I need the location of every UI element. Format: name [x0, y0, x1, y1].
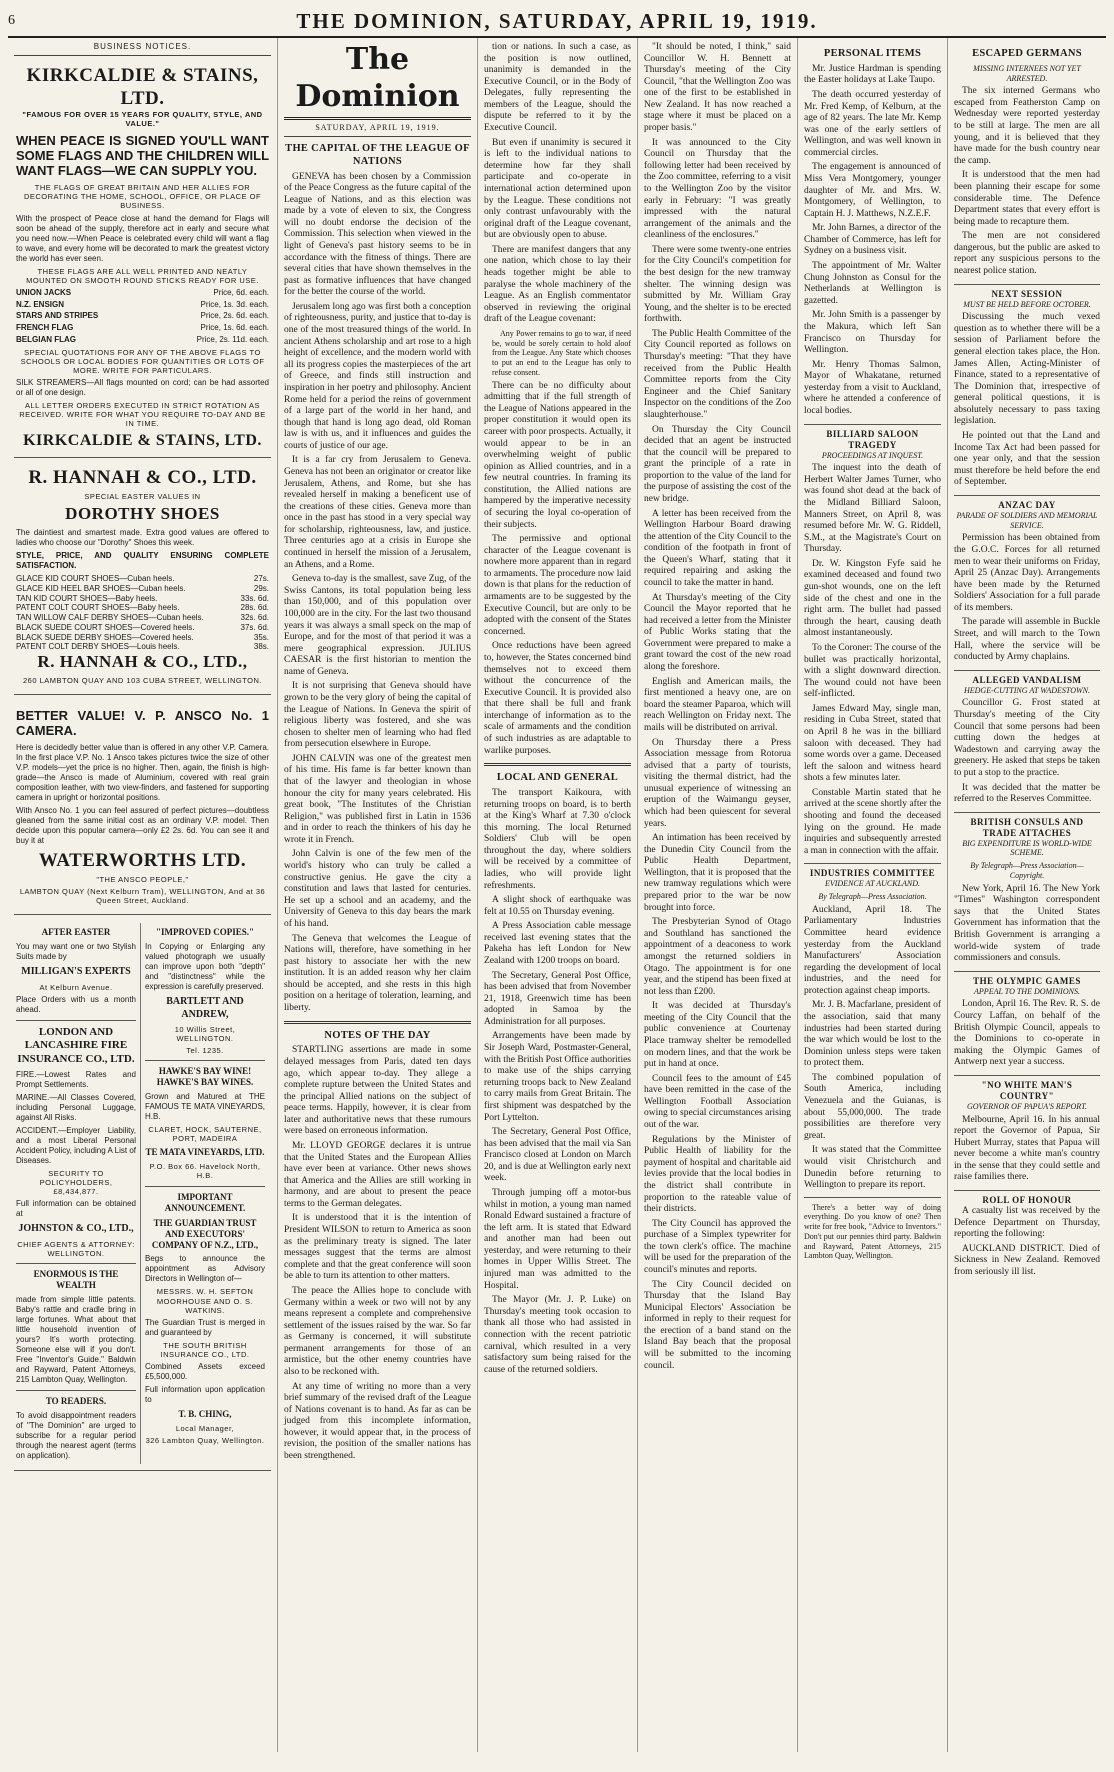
ad-intro: With the prospect of Peace close at hand the demand for Flags will soon be ahead of the supply, therefore act in early and secure what you need now.—When Peace is celebrated every child will want a flag to wave, and every home will be decorated to mark the greatest victory the world has ever seen. [16, 213, 269, 263]
kirkcaldie-ad [14, 60, 271, 458]
ad-addr: At Kelburn Avenue. [39, 982, 113, 992]
shoe-price: 28s. 6d. [240, 603, 269, 613]
flag-row [16, 311, 269, 321]
article-paragraph: Jerusalem long ago was first both a conception of righteousness, purity, and justice that to-day is one of the most treasured things of the world. In ancient Athens scholarship and art rose to a high height of excellence, and the modern world with all its progress copies the masterpieces of the art of Greece, and finds still instruction and inspiration in her poetry and philosophy. Ancient Rome held for a period the reins of government of a large part of the world in her hand, and though that hand is long ago dead, old Roman law is with us, and it influences and guides the courts of justice of our age. [284, 301, 471, 451]
shoe-price: 32s. 6d. [240, 613, 269, 623]
flag-row [16, 335, 269, 345]
insurance-agent: JOHNSTON & CO., LTD., [18, 1223, 134, 1235]
article-paragraph: John Calvin is one of the few men of the world's history who can truly be called a constructive genius. He gave the city a constitution and laws that lasted for centuries. He set up a school and an academy, and the University of Geneva to this day bears the mark of his hand. [284, 849, 471, 929]
article-paragraph: STARTLING assertions are made in some delayed messages from Paris, dated ten days ago, which appear to-day. They allege a complete rupture between the United States and the principal Allied nations on the subject of peace terms. Happily, however, it is clear from later and authoritative news that these rumours were based on erroneous information. [284, 1045, 471, 1137]
article-paragraph: JOHN CALVIN was one of the greatest men of his time. His fame is far better known than that of the lawyer and theologian in whose honour the city for many years celebrated. His great book, "The Institutes of the Christian Religion," was published first in Latin in 1536 and in order to reach the thinkers of his day he wrote it in French. [284, 753, 471, 845]
wines-addr: P.O. Box 66. Havelock North, H.B. [149, 1162, 261, 1181]
article-paragraph: The peace the Allies hope to conclude with Germany within a week or two will not by any means represent a complete and comprehensive settlement of the issues raised by the war. So far as Germany is concerned, it will substitute permanent arrangements for those of an armistice, but the other enemy countries have also to be reckoned with. [284, 1285, 471, 1377]
article-paragraph: The six interned Germans who escaped from Featherston Camp on Wednesday were reported yesterday to be still at large. The men are all young, and it is believed that they have made for the bush country near the camp. [954, 86, 1100, 166]
article-paragraph: Geneva to-day is the smallest, save Zug, of the Swiss Cantons, its total population being less than 150,000, and of this population over 100,000 are in the city. For the last two thousand years it was always a small speck on the map of Europe, and for the most of that period it was a mere geographical expression. JULIUS CAESAR is the first historian to mention the name of Geneva. [284, 574, 471, 677]
industries-headline: INDUSTRIES COMMITTEE [804, 863, 941, 879]
article-paragraph: There are manifest dangers that any one nation, which chose to lay their heads together might be able to paralyse the whole machinery of the League. As an English commentator observed in reviewing the original draft of the League covenant: [484, 244, 631, 325]
shoe-item [16, 623, 269, 633]
announce-manager: T. B. CHING, [178, 1409, 232, 1420]
article-paragraph: Regulations by the Minister of Public Health of liability for the payment of hospital and charitable aid levies provide that the local bodies in the district shall contribute in proportion to the rateable value of their districts. [644, 1134, 791, 1215]
copies-body: In Copying or Enlarging any valued photograph we usually can improve upon both "depth" and "distinctness" while the expression is carefully preserved. [145, 942, 265, 992]
billiard-headline: BILLIARD SALOON TRAGEDY [804, 424, 941, 451]
announce-body: Begs to announce the appointment as Advisory Directors in Wellington of— [145, 1254, 265, 1284]
article-paragraph: The City Council has approved the purchase of a Simplex typewriter for the town clerk's office. The machine will be used for the preparation of the council's minutes and reports. [644, 1218, 791, 1275]
insurance-title: LONDON AND LANCASHIRE FIRE INSURANCE CO., LTD. [17, 1025, 135, 1065]
insurance-info: Full information can be obtained at [16, 1199, 136, 1219]
ad-headline: BETTER VALUE! V. P. ANSCO No. 1 CAMERA. [16, 707, 269, 738]
wines-head: HAWKE'S BAY WINE! HAWKE'S BAY WINES. [156, 1066, 254, 1088]
ad-sub: SPECIAL EASTER VALUES IN [84, 492, 201, 502]
ad-title: KIRKCALDIE & STAINS, LTD. [26, 64, 259, 109]
copies-addr: 10 Willis Street, WELLINGTON. [174, 1024, 236, 1043]
flag-price: Price, 2s. 6d. each. [200, 311, 269, 321]
copies-tel: Tel. 1235. [186, 1046, 224, 1056]
article-paragraph: It is a far cry from Jerusalem to Geneva. Geneva has not been an originator or creator like Jerusalem, Athens, and Rome, but she has revealed herself in making a beneficent use of the creations of these cities. Geneva more than once in the past has stood in a very special way for scholarship, righteousness, law, and justice. Three centuries ago at a crisis in Europe she continued in herself the mission of a Jerusalem, an Athens, and a Rome. [284, 455, 471, 570]
shoe-item [16, 584, 269, 594]
announce-note: The Guardian Trust is merged in and guaranteed by [145, 1317, 265, 1337]
closing-notice: There's a better way of doing everything. Do you know of one? Then write for free book, "Advice to Inventors." Don't put our pennies third party. Baldwin and Rayward, Patent Attorneys, 215 Lambton Quay, Wellington. [804, 1202, 941, 1261]
column-local-cont [638, 38, 798, 1752]
article-paragraph: Dr. W. Kingston Fyfe said he examined deceased and found two gun-shot wounds, one on the left side of the chest and one in the right arm. The bullet had passed through the heart, causing death almost instantaneously. [804, 558, 941, 639]
ad-subhead: THE FLAGS OF GREAT BRITAIN AND HER ALLIES FOR DECORATING THE HOME, SCHOOL, OFFICE, OR PLACE OF BUSINESS. [23, 183, 262, 211]
article-paragraph: The Secretary, General Post Office, has been advised that the mail via San Francisco closed at London on March 20, and is due at Wellington early next week. [484, 1127, 631, 1184]
honour-headline: ROLL OF HONOUR [954, 1190, 1100, 1206]
ad-closing: ALL LETTER ORDERS EXECUTED IN STRICT ROTATION AS RECEIVED. WRITE FOR WHAT YOU REQUIRE TO-DAY AND BE IN TIME. [19, 401, 266, 429]
editorial-nameplate: The Dominion [284, 42, 471, 120]
newspaper-title: THE DOMINION, SATURDAY, APRIL 19, 1919. [296, 8, 818, 33]
article-paragraph: He pointed out that the Land and Income Tax Act had been passed for one year only, and that the session must therefore be held before the end of September. [954, 431, 1100, 488]
article-paragraph: The permissive and optional character of the League covenant is nowhere more apparent than in regard to armaments. The procedure now laid down is that plans for the reduction of armaments are to be suggested by the Executive Council, but are only to be adopted with the consent of the States concerned. [484, 534, 631, 637]
notes-headline: NOTES OF THE DAY [324, 1029, 431, 1041]
ad-body: Here is decidedly better value than is offered in any other V.P. Camera. In the first place V.P. No. 1 Ansco takes pictures twice the size of other V.P. models—yet the price is no higher. Then, again, the finish is high-grade—the Ansco is made of Aluminium, covered with real grain composition leather, with two view-finders, and fastened for supporting camera in upright or horizontal positions. [16, 742, 269, 802]
shoe-price: 38s. [253, 642, 269, 652]
article-paragraph: Discussing the much vexed question as to whether there will be a session of Parliament before the general election takes place, the Hon. James Allen, Acting-Minister of Finance, stated to a representative of The Dominion that, irrespective of general political questions, it is absolutely necessary to pass taxing legislation. [954, 312, 1100, 427]
announce-company: THE SOUTH BRITISH INSURANCE CO., LTD. [160, 1340, 250, 1360]
ad-address: LAMBTON QUAY (Next Kelburn Tram), WELLINGTON, And at 36 Queen Street, Auckland. [19, 887, 266, 906]
article-paragraph: The combined population of South America, including Venezuela and the Guianas, is about 55,000,000. The trade possibilities are therefore very great. [804, 1072, 941, 1141]
copies-name: BARTLETT AND ANDREW, [166, 996, 244, 1020]
insurance-security: SECURITY TO POLICYHOLDERS, £8,434,877. [39, 1168, 113, 1197]
white-headline: "NO WHITE MAN'S COUNTRY" [954, 1075, 1100, 1102]
ad-tagline: "FAMOUS FOR OVER 15 YEARS FOR QUALITY, STYLE, AND VALUE." [22, 110, 263, 129]
wines-name: TE MATA VINEYARDS, LTD. [145, 1147, 265, 1158]
ad-name: MILLIGAN'S EXPERTS [21, 966, 131, 978]
anzac-headline: ANZAC DAY [954, 495, 1100, 511]
ad-address: 260 LAMBTON QUAY AND 103 CUBA STREET, WELLINGTON. [22, 675, 262, 685]
announce-directors: MESSRS. W. H. SEFTON MOORHOUSE AND O. S. WATKINS. [156, 1287, 254, 1315]
ad-body: You may want one or two Stylish Suits made by [16, 942, 136, 962]
article-paragraph: London, April 16. The Rev. R. S. de Courcy Laffan, on behalf of the British Olympic Council, appeals to the Dominions to co-operate in making the Olympic Games of Antwerp next year a success. [954, 999, 1100, 1068]
readers-head: TO READERS. [45, 1395, 107, 1406]
article-paragraph: "It should be noted, I think," said Councillor W. H. Bennett at Thursday's meeting of the City Council, "that the Wellington Zoo was one of the first to be established in New Zealand. It has now reached a stage where it must be placed on a proper basis." [644, 42, 791, 134]
announce-role: Local Manager, [175, 1424, 235, 1434]
article-paragraph: New York, April 16. The New York "Times" Washington correspondent says that the United States Government has information that the British Government is arranging a world-wide system of trade commissioners and consuls. [954, 883, 1100, 964]
flag-row [16, 300, 269, 310]
wines-list: CLARET, HOCK, SAUTERNE, PORT, MADEIRA [148, 1125, 262, 1144]
article-paragraph: The City Council decided on Thursday that the Island Bay Municipal Electors' Association be informed in reply to their request for the erection of a band stand on the Island Bay beach that the proposal will be submitted to the incoming council. [644, 1279, 791, 1371]
article-paragraph: Melbourne, April 16. In his annual report the Governor of Papua, Sir Hubert Murray, states that Papua will never become a white man's country in the sense that they could settle and raise families there. [954, 1114, 1100, 1183]
article-paragraph: It was announced to the City Council on Thursday that the following letter had been received by the Zoo committee, referring to a visit to the Wellington Zoo by the visitor early in February: "I was greatly impressed with the natural arrangement of the animals and the cleanliness of the enclosures." [644, 137, 791, 241]
session-headline: NEXT SESSION [954, 284, 1100, 300]
small-ads-left [16, 923, 141, 1463]
article-paragraph: Mr. John Barnes, a director of the Chamber of Commerce, has left for Sydney on a business visit. [804, 223, 941, 257]
ad-sub: "THE ANSCO PEOPLE," [96, 874, 189, 884]
local-headline: LOCAL AND GENERAL [496, 772, 619, 784]
article-paragraph: On Thursday the City Council decided that an agent be instructed that the council will be prepared to grant the principle of a rate in proportion to the value of the land for the purpose of assisting the cost of the new bridge. [644, 424, 791, 504]
shoe-item [16, 574, 269, 584]
article-paragraph: The Public Health Committee of the City Council reported as follows on Thursday's meeting: "That they have received from the Public Health Committee reports from the City Engineer and the Chief Sanitary Inspector on the conditions of the Zoo slaughterhouse." [644, 328, 791, 420]
insurance-fire: FIRE.—Lowest Rates and Prompt Settlements. [16, 1069, 136, 1089]
ad-title: WATERWORTHS LTD. [38, 849, 247, 871]
waterworths-ad [14, 699, 271, 915]
article-paragraph: To the Coroner: The course of the bullet was practically horizontal, with a slight downward direction. The wound could not have been self-inflicted. [804, 642, 941, 700]
insurance-accident: ACCIDENT.—Employer Liability, and a most Liberal Personal Accident Policy, including A List of Diseases. [16, 1125, 136, 1165]
article-paragraph: The inquest into the death of Herbert Walter James Turner, who was found shot dead at the back of the Midland Billiard Saloon, Manners Street, on April 8, was resumed before Mr. W. G. Riddell, S.M., at the Magistrate's Court on Thursday. [804, 463, 941, 555]
flag-row [16, 288, 269, 298]
flag-name: N.Z. ENSIGN [16, 299, 65, 309]
ad-special: SPECIAL QUOTATIONS FOR ANY OF THE ABOVE FLAGS TO SCHOOLS OR LOCAL BODIES FOR QUANTITIES OR LOTS OF MORE. WRITE FOR PARTICULARS. [20, 347, 265, 375]
consuls-headline: BRITISH CONSULS AND TRADE ATTACHES [954, 812, 1100, 839]
newspaper-page [8, 6, 1106, 1758]
escaped-headline: ESCAPED GERMANS [972, 48, 1082, 59]
article-paragraph: James Edward May, single man, residing in Cuba Street, stated that on April 8 he was in the billiard saloon with deceased. They had some words over a game. Deceased left the saloon and witness heard shots a few minutes later. [804, 703, 941, 784]
article-paragraph: At Thursday's meeting of the City Council the Mayor reported that he had received a letter from the Minister of Public Works stating that the Government were prepared to make a grant toward the cost of the new road along the foreshore. [644, 592, 791, 673]
hannah-ad [14, 462, 271, 695]
small-ads-right [145, 923, 269, 1463]
article-paragraph: The men are not considered dangerous, but the public are asked to report any suspicious persons to the nearest police station. [954, 231, 1100, 276]
shoe-name: GLACE KID HEEL BAR SHOES—Cuban heels. [16, 583, 186, 593]
ad-price: With Ansco No. 1 you can feel assured of perfect pictures—doubtless gleaned from the same initial cost as an ordinary V.P. model. Then decide upon this popular camera—only £2 2s. 6d. You can see it and buy it at [16, 805, 269, 845]
column-editorial [278, 38, 478, 1752]
column-personal [798, 38, 948, 1752]
article-paragraph: The parade will assemble in Buckle Street, and will march to the Town Hall, where the service will be conducted by Army chaplains. [954, 617, 1100, 663]
announce-name: THE GUARDIAN TRUST AND EXECUTORS' COMPANY OF N.Z., LTD., [151, 1217, 259, 1250]
ad-tag: STYLE, PRICE, AND QUALITY ENSURING COMPLETE SATISFACTION. [16, 551, 269, 571]
article-paragraph: tion or nations. In such a case, as the position is now outlined, unanimity is demanded in the Executive Council, or in the Body of Delegates, fully representing the members of the League, should the dispute be referred to it by the Executive Council. [484, 42, 631, 134]
article-paragraph: A casualty list was received by the Defence Department on Thursday, reporting the following: [954, 1205, 1100, 1240]
shoe-name: BLACK SUEDE COURT SHOES—Covered heels. [16, 622, 195, 632]
article-paragraph: The Geneva that welcomes the League of Nations will, therefore, have something in her past history to associate her with the new institution. It is an added reason why her claim should be accepted, and she rests in this high position on a heritage of toleration, learning, and liberty. [284, 933, 471, 1013]
masthead [8, 6, 1106, 38]
flag-name: FRENCH FLAG [16, 323, 74, 333]
flag-name: UNION JACKS [16, 287, 72, 297]
article-paragraph: Councillor G. Frost stated at Thursday's meeting of the City Council that some persons had been cutting down the hedges at Wadestown and carrying away the greenery. He asked that steps be taken to put a stop to the practice. [954, 698, 1100, 778]
ad-product: DOROTHY SHOES [65, 504, 220, 524]
ad-footer: R. HANNAH & CO., LTD., [37, 652, 248, 672]
article-paragraph: Permission has been obtained from the G.O.C. Forces for all returned men to wear their uniforms on Friday, April 25 (Anzac Day). Arrangements have been made by the Returned Soldiers' Association for a full parade of its members. [954, 533, 1100, 613]
shoe-name: BLACK SUEDE DERBY SHOES—Covered heels. [16, 632, 194, 642]
column-news [948, 38, 1106, 1752]
flag-price: Price, 2s. 11d. each. [196, 334, 269, 344]
ad-note: Place Orders with us a month ahead. [16, 994, 136, 1014]
olympic-headline: THE OLYMPIC GAMES [954, 971, 1100, 987]
ad-notice: THESE FLAGS ARE ALL WELL PRINTED AND NEATLY MOUNTED ON SMOOTH ROUND STICKS READY FOR USE. [26, 266, 259, 285]
shoe-price: 35s. [253, 632, 269, 642]
article-paragraph: Mr. Henry Thomas Salmon, Mayor of Whakatane, returned yesterday from a visit to Auckland, where he attended a conference of local bodies. [804, 359, 941, 416]
insurance-marine: MARINE.—All Classes Covered, including Personal Luggage, against All Risks. [16, 1092, 136, 1122]
article-paragraph: Mr. J. B. Macfarlane, president of the association, said that many industries had been started during the war which would be lost to the Dominion unless steps were taken to protect them. [804, 1000, 941, 1069]
article-paragraph: Council fees to the amount of £45 have been remitted in the case of the Wellington Football Association owing to special circumstances arising out of the war. [644, 1073, 791, 1131]
article-paragraph: On Thursday there a Press Association message from Rotorua advised that a party of tourists, visiting the thermal district, had the unusual experience of witnessing an eruption of the Waimangu geyser, which had been quiescent for several years. [644, 737, 791, 829]
ad-head: AFTER EASTER [41, 927, 111, 938]
section-label: BUSINESS NOTICES. [14, 42, 271, 56]
article-paragraph: The Presbyterian Synod of Otago and Southland has sanctioned the appointment of a deaconess to work amongst the returned soldiers in Otago. The appointment is for one year, and the stipend has been fixed at not less than £200. [644, 917, 791, 997]
shoe-item [16, 594, 269, 604]
enormous-title: ENORMOUS IS THE WEALTH [33, 1268, 119, 1290]
announce-addr: 326 Lambton Quay, Wellington. [145, 1436, 265, 1446]
article-paragraph: The transport Kaikoura, with returning troops on board, is to berth at the King's Wharf at 7.30 o'clock this morning. The local Returned Soldiers' Club will be open throughout the day, where soldiers will be received by a committee of ladies, who will provide light refreshments. [484, 787, 631, 891]
ad-title: R. HANNAH & CO., LTD. [28, 467, 257, 488]
announce-info: Full information upon application to [145, 1385, 265, 1405]
flag-price: Price, 1s. 3d. each. [200, 299, 269, 309]
ad-headline: WHEN PEACE IS SIGNED YOU'LL WANT SOME FLAGS AND THE CHILDREN WILL WANT FLAGS—WE CAN SUPPLY YOU. [16, 133, 270, 179]
article-paragraph: Mr. Justice Hardman is spending the Easter holidays at Lake Taupo. [804, 63, 941, 86]
article-paragraph: Auckland, April 18. The Parliamentary Industries Committee heard evidence yesterday from the Auckland Manufacturers' Association regarding the development of local industries, and the need for protection against cheap imports. [804, 904, 941, 996]
article-paragraph: It was stated that the Committee would visit Christchurch and Dunedin before returning to Wellington to prepare its report. [804, 1145, 941, 1191]
article-paragraph: It was decided at Thursday's meeting of the City Council that the public convenience at Courtenay Place tramway shelter be remodelled on modern lines, and that the work be put in hand at once. [644, 1001, 791, 1070]
article-paragraph: A letter has been received from the Wellington Harbour Board drawing the attention of the City Council to the condition of the footpath in front of the Queen's Wharf, stating that it required repairing and asking the council to take the matter in hand. [644, 508, 791, 589]
consuls-credit: By Telegraph—Press Association—Copyright. [970, 861, 1084, 880]
article-paragraph: Through jumping off a motor-bus whilst in motion, a young man named Ronald Edward sustained a fracture of the left arm. It is stated that Edward and another man had been out yesterday, and were returning to their homes in Upper Willis Street. The injured man was admitted to the Hospital. [484, 1188, 631, 1291]
shoe-name: PATENT COLT DERBY SHOES—Louis heels. [16, 642, 180, 652]
flag-row [16, 323, 269, 333]
article-headline: THE CAPITAL OF THE LEAGUE OF NATIONS [285, 142, 470, 167]
article-paragraph: The Secretary, General Post Office, has been advised that from November 21, 1918, Greenwich time has been adopted in Samoa by the Administration for all purposes. [484, 970, 631, 1027]
readers-body: To avoid disappointment readers of "The Dominion" are urged to subscribe for a regular period through the nearest agent (terms on application). [16, 1410, 136, 1460]
consuls-subhead: BIG EXPENDITURE IS WORLD-WIDE SCHEME. [962, 838, 1092, 858]
shoe-price: 37s. 6d. [240, 622, 269, 632]
article-paragraph: The engagement is announced of Miss Vera Montgomery, younger daughter of Mr. and Mrs. W. Montgomery, of Wellington, to Captain H. J. Matthews, N.Z.E.F. [804, 162, 941, 219]
article-paragraph: It is not surprising that Geneva should have grown to be the very glory of being the capital of the League of Nations. In Geneva the spirit of religious liberty was fostered, and she was chosen to shelter men of learning who had fled from persecution elsewhere in Europe. [284, 681, 471, 750]
billiard-subhead: PROCEEDINGS AT INQUEST. [821, 450, 924, 460]
article-paragraph: It is understood that it is the intention of President WILSON to return to America as soon as the preliminary treaty is signed. The later messages suggest that the terms are almost complete and that the great conference will soon be able to turn its attention to other matters. [284, 1213, 471, 1282]
escaped-subhead: MISSING INTERNEES NOT YET ARRESTED. [973, 63, 1081, 83]
vandal-subhead: HEDGE-CUTTING AT WADESTOWN. [963, 685, 1091, 695]
industries-subhead: EVIDENCE AT AUCKLAND. [824, 879, 921, 889]
article-paragraph: An intimation has been received by the Dunedin City Council from the Public Health Department, Wellington, that it is proposed that the new tramway regulations which were prepared prior to the war be now brought into force. [644, 833, 791, 913]
article-paragraph: The Mayor (Mr. J. P. Luke) on Thursday's meeting took occasion to thank all those who had assisted in connection with the recent patriotic carnival, which resulted in a very satisfactory sum being raised for the cause of the returned soldiers. [484, 1295, 631, 1375]
anzac-subhead: PARADE OF SOLDIERS AND MEMORIAL SERVICE. [956, 510, 1098, 530]
article-paragraph: English and American mails, the first mentioned a heavy one, are on board the steamer Paparoa, which will reach Wellington on Friday next. The mails will be distributed on arrival. [644, 676, 791, 733]
shoe-item [16, 633, 269, 643]
article-paragraph: GENEVA has been chosen by a Commission of the Peace Congress as the future capital of the League of Nations, and as this election was made by a vote of eleven to six, the Congress will no doubt endorse the decision of the Commission. This selection when viewed in the light of Geneva's past history seems to be in accordance with the fitness of things. There are several cities that have shown themselves in the past as formative influences that have changed for the better the course of the world. [284, 171, 471, 298]
announce-head: IMPORTANT ANNOUNCEMENT. [164, 1191, 246, 1213]
shoe-price: 33s. 6d. [240, 593, 269, 603]
shoe-price: 29s. [253, 583, 269, 593]
article-paragraph: The appointment of Mr. Walter Chung Johnston as Consul for the Netherlands at Wellington is gazetted. [804, 261, 941, 306]
article-paragraph: AUCKLAND DISTRICT. Died of Sickness in New Zealand. Removed from seriously ill list. [954, 1243, 1100, 1277]
flag-price: Price, 6d. each. [213, 287, 269, 297]
shoe-item [16, 603, 269, 613]
column-ads [8, 38, 278, 1752]
article-paragraph: Mr. John Smith is a passenger by the Makura, which left San Francisco on Thursday for Wellington. [804, 310, 941, 356]
page-number: 6 [8, 13, 15, 28]
article-paragraph: Mr. LLOYD GEORGE declares it is untrue that the United States and the European Allies have ever been at variance. Other news shows that America and the Allies are still working in harmony, and are about to present the peace terms to the German delegates. [284, 1141, 471, 1209]
article-quote: Any Power remains to go to war, if need be, would be sorely certain to hold aloof from the League. Any State which chooses to put an end to the League has only to refuse consent. [492, 328, 631, 377]
shoe-item [16, 642, 269, 652]
article-paragraph: Arrangements have been made by Sir Joseph Ward, Postmaster-General, with the British Post Office authorities to make use of the ships carrying returning troops back to New Zealand to carry mails from Great Britain. The first shipment was despatched by the Port Lyttelton. [484, 1031, 631, 1123]
session-subhead: MUST BE HELD BEFORE OCTOBER. [963, 299, 1091, 309]
olympic-subhead: APPEAL TO THE DOMINIONS. [974, 986, 1080, 996]
announce-capital: Combined Assets exceed £5,500,000. [145, 1362, 265, 1382]
article-paragraph: A Press Association cable message received last evening states that the Pakeha has left London for New Zealand with 1200 troops on board. [484, 921, 631, 967]
personal-headline: PERSONAL ITEMS [823, 48, 922, 59]
vandal-headline: ALLEGED VANDALISM [954, 670, 1100, 686]
white-subhead: GOVERNOR OF PAPUA'S REPORT. [966, 1101, 1088, 1111]
wines-body: Grown and Matured at THE FAMOUS TE MATA VINEYARDS, H.B. [145, 1092, 265, 1122]
shoe-item [16, 613, 269, 623]
shoe-price: 27s. [253, 574, 269, 584]
ad-streamers: SILK STREAMERS—All flags mounted on cord; can be had assorted or all of one design. [16, 378, 269, 398]
article-paragraph: But even if unanimity is secured it is left to the individual nations to determine how far they shall participate and co-operate in international action determined upon by the League. These conditions not only contrast unfavourably with the original draft of the League covenant, but are obviously open to abuse. [484, 137, 631, 241]
article-paragraph: There were some twenty-one entries for the City Council's competition for the best design for the new tramway shelter. The winning design was submitted by Mr. William Gray Young, and the shelter is to be erected forthwith. [644, 244, 791, 325]
shoe-name: PATENT COLT COURT SHOES—Baby heels. [16, 603, 180, 613]
shoe-name: TAN KID COURT SHOES—Baby heels. [16, 593, 158, 603]
ad-desc: The daintiest and smartest made. Extra good values are offered to ladies who choose our "Dorothy" Shoes this week. [16, 528, 269, 548]
shoe-name: TAN WILLOW CALF DERBY SHOES—Cuban heels. [16, 613, 204, 623]
article-paragraph: Constable Martin stated that he arrived at the scene shortly after the shooting and found the deceased lying on the ground. He made inquiries and subsequently arrested a man in connection with the affair. [804, 787, 941, 856]
copies-head: "IMPROVED COPIES." [156, 927, 254, 938]
small-ads [14, 919, 271, 1470]
flag-name: STARS AND STRIPES [16, 311, 99, 321]
shoe-name: GLACE KID COURT SHOES—Cuban heels. [16, 574, 175, 584]
article-paragraph: The death occurred yesterday of Mr. Fred Kemp, of Kelburn, at the age of 82 years. The late Mr. Kemp was one of the early settlers of Wellington, and was well known in commercial circles. [804, 89, 941, 158]
flag-price: Price, 1s. 6d. each. [200, 323, 269, 333]
article-paragraph: It is understood that the men had been planning their escape for some considerable time. The Defence Department states that every effort is being made to recapture them. [954, 170, 1100, 227]
flag-name: BELGIAN FLAG [16, 334, 76, 344]
article-paragraph: Once reductions have been agreed to, however, the States concerned bind themselves not to exceed them without the concurrence of the Executive Council. It is provided also that there shall be full and frank interchange of information as to the scale of armaments and the condition of such industries as are adaptable to warlike purposes. [484, 641, 631, 756]
industries-credit: By Telegraph—Press Association. [818, 892, 927, 902]
ad-footer: KIRKCALDIE & STAINS, LTD. [23, 432, 262, 450]
insurance-agent2: CHIEF AGENTS & ATTORNEY: WELLINGTON. [17, 1239, 135, 1258]
article-paragraph: A slight shock of earthquake was felt at 10.55 on Thursday evening. [484, 895, 631, 917]
enormous-body: made from simple little patents. Baby's rattle and cradle bring in large fortunes. What about that little household invention of yours? It's worth protecting. Someone else will if you don't. Free "Inventor's Guide." Baldwin and Rayward, Patent Attorneys, 215 Lambton Quay, Wellington. [16, 1294, 136, 1384]
article-paragraph: It was decided that the matter be referred to the Reserves Committee. [954, 782, 1100, 805]
column-league-local [478, 38, 638, 1752]
article-paragraph: At any time of writing no more than a very brief summary of the revised draft of the League of Nations covenant is to hand. As far as can be judged from this incomplete information, however, it would appear that, in the process of revision, the position of the smaller nations has been strengthened. [284, 1381, 471, 1462]
article-paragraph: There can be no difficulty about admitting that if the full strength of the League of Nations appeared in the proper constitution it would open its career with poor prospects. Actually, it would appear to be in an overwhelming weight of public opinion as Allied countries, and in a few neutral countries. In framing its constitution, the Allied nations are hampered by the imperative necessity of securing the loyal co-operation of their subjects. [484, 380, 631, 530]
editorial-date: SATURDAY, APRIL 19, 1919. [284, 123, 471, 137]
